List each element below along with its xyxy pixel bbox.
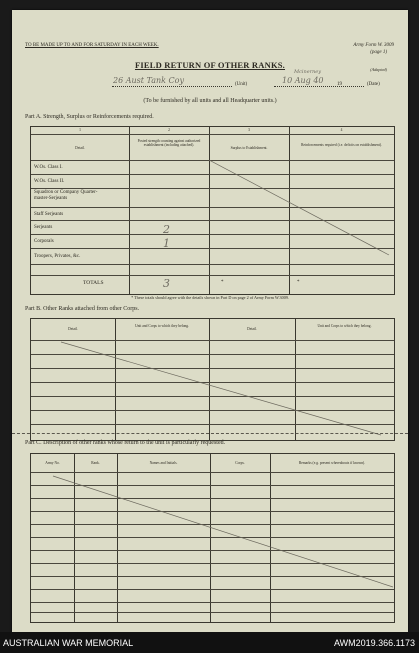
date-annotation: Mcinerney [294, 69, 322, 75]
totals-value: 3 [163, 277, 170, 290]
part-a-heading: Part A. Strength, Surplus or Reinforcements required. [25, 114, 154, 120]
year-prefix: 19 [337, 82, 342, 87]
reinforcements-total-star: * [297, 280, 300, 285]
col-header-posted: Posted strength counting against authorized establishment (including attached). [137, 139, 201, 147]
part-a-cancel-line [209, 160, 394, 264]
attribution-bar [0, 632, 419, 653]
part-a-table [30, 126, 395, 295]
part-c-heading: Part C. Description of other ranks whose return to the unit is particularly requested. [25, 440, 226, 446]
unit-label: (Unit) [235, 82, 248, 87]
part-c-table [30, 453, 395, 623]
part-b-cancel-line [31, 340, 394, 440]
attribution-left: AUSTRALIAN WAR MEMORIAL [3, 638, 134, 648]
totals-note: * These totals should agree with the details shown in Part D on page 2 of Army Form W.3009. [131, 295, 289, 300]
col-num-3: 3 [248, 128, 250, 132]
part-b-heading: Part B. Other Ranks attached from other Corps. [25, 306, 140, 312]
serjeants-value: 2 [163, 223, 170, 236]
part-b-table [30, 318, 395, 441]
row-label: Squadron or Company Quarter- master-Serjeants [34, 190, 98, 201]
col-header-unit-corps: Unit and Corps to which they belong. [135, 324, 189, 328]
instruction-text: TO BE MADE UP TO AND FOR SATURDAY IN EACH WEEK. [25, 43, 159, 48]
col-header-reinforcements: Reinforcements required (i.e. deficits on establishment). [301, 143, 382, 147]
col-header-surplus: Surplus to Establishment. [230, 146, 268, 150]
totals-label: TOTALS [83, 280, 104, 286]
adapted-label: (Adapted) [370, 67, 387, 72]
col-header-rank: Rank. [91, 461, 100, 465]
row-label: Troopers, Privates, &c. [34, 254, 81, 259]
form-number: Army Form W. 3009 [353, 43, 394, 48]
col-num-4: 4 [340, 128, 343, 132]
date-line [274, 86, 364, 87]
date-handwritten: 10 Aug 40 [282, 76, 324, 85]
corporals-value: 1 [163, 237, 170, 250]
page-title: FIELD RETURN OF OTHER RANKS. [134, 60, 286, 70]
col-header-remarks: Remarks (e.g. present whereabouts if known). [298, 461, 366, 465]
row-label: Staff Serjeants [34, 212, 64, 217]
row-label: W.Os. Class II. [34, 179, 65, 184]
attribution-right: AWM2019.366.1173 [333, 638, 415, 648]
page-number: (page 1) [370, 50, 387, 55]
document-page [12, 10, 408, 632]
col-header-detail: Detail. [68, 327, 78, 331]
perforation-line [12, 433, 408, 434]
row-label: W.Os. Class I. [34, 165, 63, 170]
col-header-unit-corps: Unit and Corps to which they belong. [317, 324, 372, 328]
unit-handwritten: 26 Aust Tank Coy [113, 76, 184, 85]
row-label: Corporals [34, 239, 54, 244]
col-num-2: 2 [168, 128, 170, 132]
date-label: (Date) [367, 82, 380, 87]
col-header-army-no: Army No. [45, 461, 60, 465]
col-header-detail: Detail. [75, 146, 85, 150]
col-header-corps: Corps. [235, 461, 245, 465]
furnished-note: (To be furnished by all units and all Headquarter units.) [143, 98, 277, 104]
part-c-cancel-line [31, 472, 394, 622]
col-header-detail: Detail. [247, 327, 257, 331]
col-header-names: Names and Initials. [149, 461, 178, 465]
unit-line [112, 86, 232, 87]
col-num-1: 1 [79, 128, 81, 132]
surplus-total-star: * [221, 280, 224, 285]
row-label: Serjeants [34, 225, 53, 230]
